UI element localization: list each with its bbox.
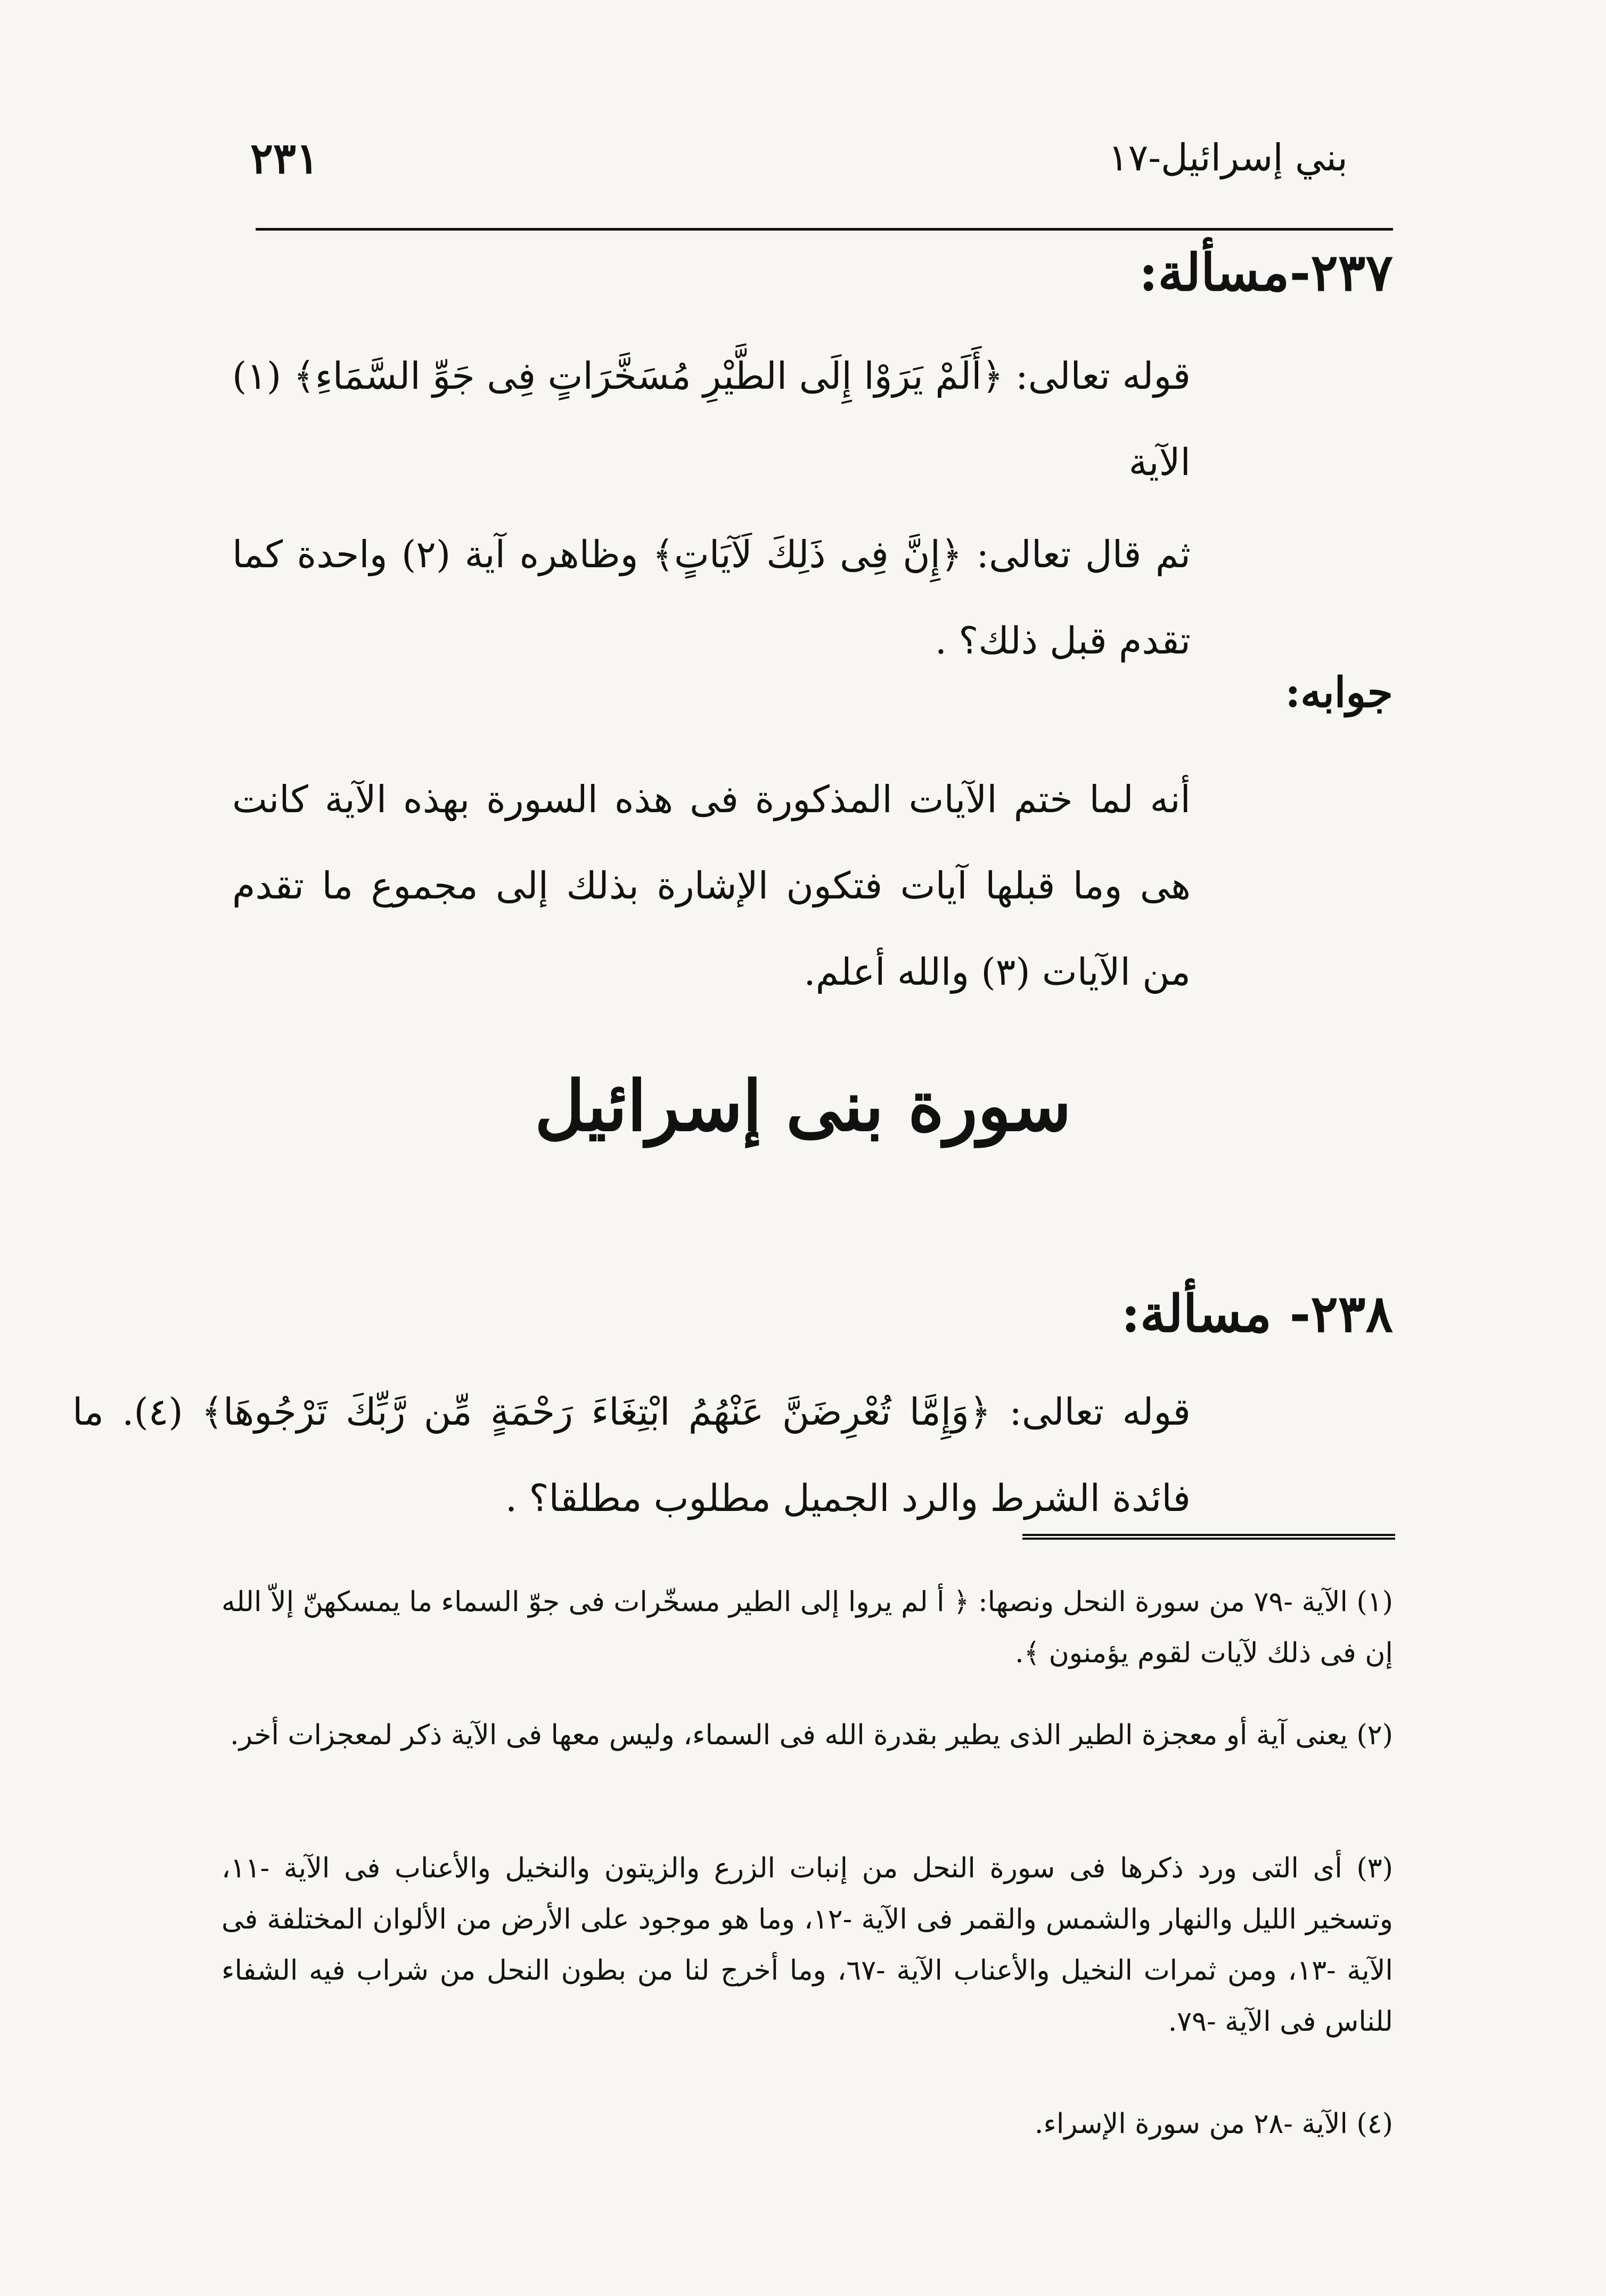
masala-237-question-2: ثم قال تعالى: ﴿إِنَّ فِى ذَلِكَ لَآيَاتٍ﴾ وظاهره آية (٢) واحدة كما تقدم قبل ذلك؟ .: [232, 533, 1191, 663]
masala-238-question: قوله تعالى: ﴿وَإِمَّا تُعْرِضَنَّ عَنْهُمُ ابْتِغَاءَ رَحْمَةٍ مِّن رَّبِّكَ تَرْجُوهَا﴾ (٤). ما فائدة الشرط والرد الجميل مطلوب مطلقا؟ .: [72, 1390, 1191, 1520]
footnote-3: (٣) أى التى ورد ذكرها فى سورة النحل من إنبات الزرع والزيتون والنخيل والأعناب فى الآية -١١، وتسخير الليل والنهار والشمس والقمر فى الآية -١٢، وما هو موجود على الأرض من الألوان المختلفة فى الآية -١٣، ومن ثمرات النخيل والأعناب الآية -٦٧، وما أخرج لنا من بطون النحل من شراب فيه الشفاء للناس فى الآية -٧٩.: [222, 1852, 1394, 2038]
footnote-4: (٤) الآية -٢٨ من سورة الإسراء.: [1034, 2108, 1393, 2140]
masala-237-question-1: قوله تعالى: ﴿أَلَمْ يَرَوْا إِلَى الطَّيْرِ مُسَخَّرَاتٍ فِى جَوِّ السَّمَاءِ﴾ (١) الآية: [232, 354, 1191, 484]
surah-title: سورة بنى إسرائيل: [534, 1065, 1071, 1147]
footnote-separator: [1022, 1534, 1395, 1540]
page-number: ٢٣١: [250, 133, 319, 183]
masala-237-heading: ٢٣٧-مسألة:: [1139, 242, 1393, 303]
header-rule: [256, 228, 1393, 231]
footnote-2: (٢) يعنى آية أو معجزة الطير الذى يطير بقدرة الله فى السماء، وليس معها فى الآية ذكر لمعجزات أخر.: [230, 1719, 1393, 1751]
masala-238-heading: ٢٣٨- مسألة:: [1121, 1284, 1393, 1344]
footnote-1: (١) الآية -٧٩ من سورة النحل ونصها: ﴿ أ لم يروا إلى الطير مسخّرات فى جوّ السماء ما يمسكهنّ إلاّ الله إن فى ذلك لآيات لقوم يؤمنون ﴾.: [222, 1586, 1393, 1669]
answer-label: جوابه:: [1285, 668, 1393, 717]
masala-237-answer: أنه لما ختم الآيات المذكورة فى هذه السورة بهذه الآية كانت هى وما قبلها آيات فتكون الإشارة بذلك إلى مجموع ما تقدم من الآيات (٣) والله أعلم.: [232, 778, 1191, 994]
running-header-title: بني إسرائيل-١٧: [1108, 136, 1348, 179]
